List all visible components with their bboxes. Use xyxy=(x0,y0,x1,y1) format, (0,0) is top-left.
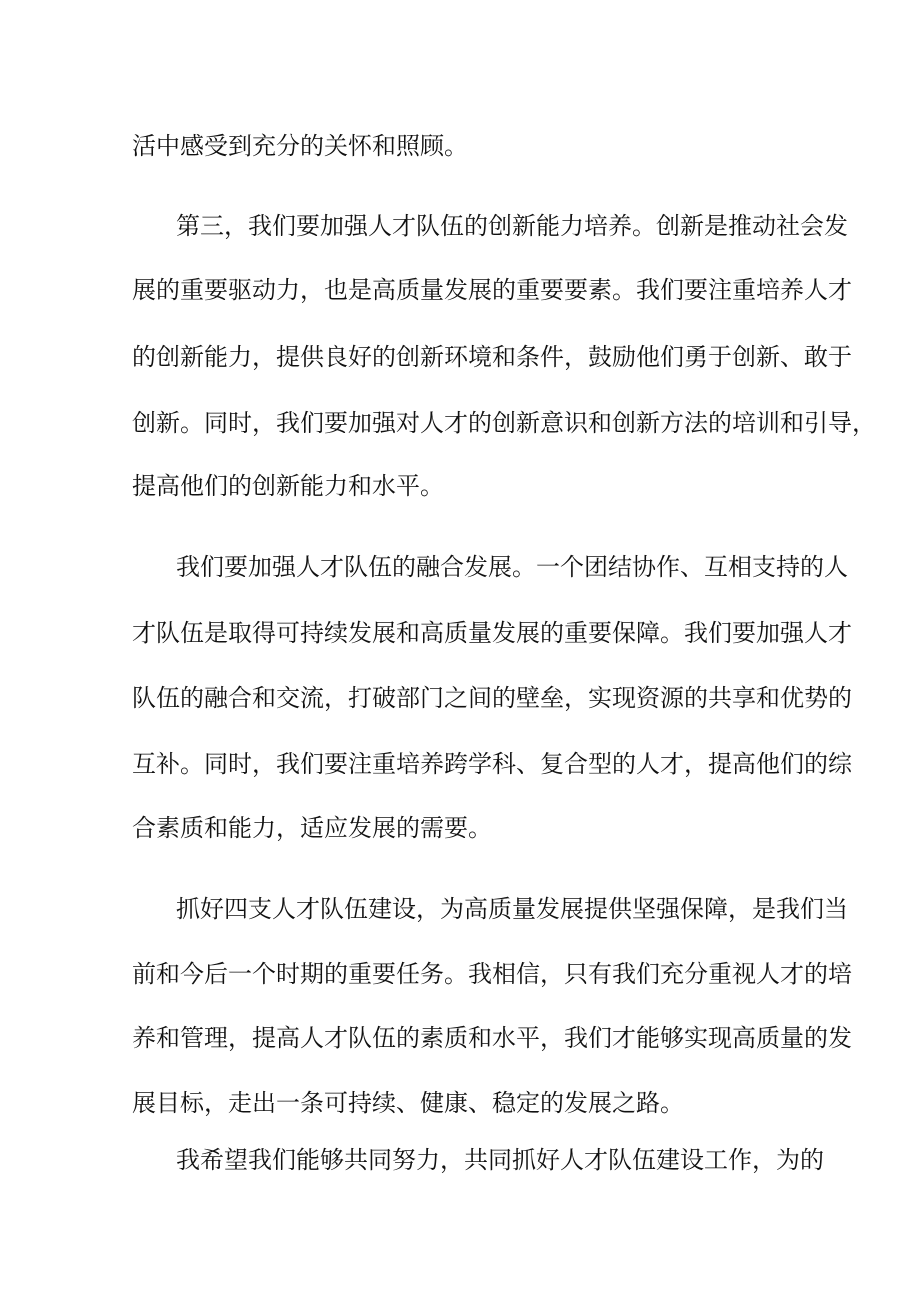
paragraph-4-line-4: 展目标，走出一条可持续、健康、稳定的发展之路。 xyxy=(132,1089,684,1117)
paragraph-3-line-1: 我们要加强人才队伍的融合发展。一个团结协作、互相支持的人 xyxy=(176,553,848,581)
paragraph-2-line-2: 展的重要驱动力，也是高质量发展的重要要素。我们要注重培养人才 xyxy=(132,276,852,304)
paragraph-2-line-4: 创新。同时，我们要加强对人才的创新意识和创新方法的培训和引导， xyxy=(132,409,876,437)
paragraph-5-line-1: 我希望我们能够共同努力，共同抓好人才队伍建设工作，为的 xyxy=(176,1146,824,1174)
paragraph-3-line-5: 合素质和能力，适应发展的需要。 xyxy=(132,814,492,842)
paragraph-4-line-3: 养和管理，提高人才队伍的素质和水平，我们才能够实现高质量的发 xyxy=(132,1024,852,1052)
paragraph-2-line-3: 的创新能力，提供良好的创新环境和条件，鼓励他们勇于创新、敢于 xyxy=(132,343,852,371)
paragraph-1-line-1: 活中感受到充分的关怀和照顾。 xyxy=(132,132,468,160)
paragraph-4-line-2: 前和今后一个时期的重要任务。我相信，只有我们充分重视人才的培 xyxy=(132,960,852,988)
paragraph-3-line-4: 互补。同时，我们要注重培养跨学科、复合型的人才，提高他们的综 xyxy=(132,750,852,778)
paragraph-2-line-1: 第三，我们要加强人才队伍的创新能力培养。创新是推动社会发 xyxy=(176,212,848,240)
paragraph-4-line-1: 抓好四支人才队伍建设，为高质量发展提供坚强保障，是我们当 xyxy=(176,895,848,923)
paragraph-3-line-2: 才队伍是取得可持续发展和高质量发展的重要保障。我们要加强人才 xyxy=(132,619,852,647)
paragraph-3-line-3: 队伍的融合和交流，打破部门之间的壁垒，实现资源的共享和优势的 xyxy=(132,684,852,712)
paragraph-2-line-5: 提高他们的创新能力和水平。 xyxy=(132,472,444,500)
